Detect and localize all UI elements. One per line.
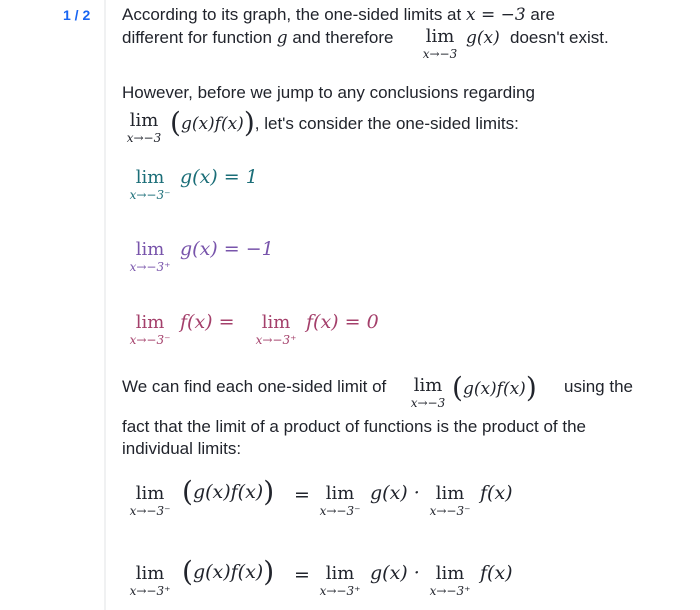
eq5-limit-f: lim x→−3⁺ (429, 563, 471, 598)
para2-line1: However, before we jump to any conclusions regarding (122, 83, 535, 102)
eq3-limit-left: lim x→−3⁻ (129, 312, 171, 347)
para2-text-b: , let's consider the one-sided limits: (254, 114, 519, 133)
eq4-product-expr: (g(x)f(x)) (182, 475, 275, 508)
eq3-limit-right: lim x→−3⁺ (255, 312, 297, 347)
para1-text-b: are (530, 5, 555, 24)
eq3-expr-left: f(x) = (180, 311, 235, 333)
para1-text-a: According to its graph, the one-sided limits at (122, 5, 462, 24)
eq4-limit-product: lim x→−3⁻ (129, 483, 171, 518)
x-equals-neg3: x = −3 (465, 5, 526, 25)
para3-line2: fact that the limit of a product of functions is the product of the (122, 417, 586, 436)
step-counter: 1 / 2 (63, 7, 91, 23)
para1-text-c: different for function (122, 28, 272, 47)
eq5-limit-product: lim x→−3⁺ (129, 563, 171, 598)
limit-g-expr: g(x) (466, 28, 500, 48)
eq5-limit-g: lim x→−3⁺ (319, 563, 361, 598)
limit-product-expr-2: (g(x)f(x)) (452, 371, 537, 404)
step-divider (104, 0, 106, 610)
eq1-limit: lim x→−3⁻ (129, 167, 171, 202)
eq5-g-expr: g(x) · (370, 562, 420, 584)
function-g: g (276, 28, 288, 48)
limit-product-two-sided-2: lim x→−3 (410, 375, 446, 410)
eq4-equals: = (294, 484, 310, 506)
para1-text-d: and therefore (292, 28, 394, 47)
para1-text-e: doesn't exist. (510, 28, 609, 47)
eq4-g-expr: g(x) · (370, 482, 420, 504)
para3-line3: individual limits: (122, 439, 242, 458)
limit-product-two-sided: lim x→−3 (126, 110, 162, 145)
eq2-expr: g(x) = −1 (180, 238, 274, 260)
eq4-limit-f: lim x→−3⁻ (429, 483, 471, 518)
para3-text-b: using the (564, 377, 633, 396)
para1-line2 (122, 27, 393, 49)
eq5-product-expr: (g(x)f(x)) (182, 555, 275, 588)
eq5-equals: = (294, 564, 310, 586)
para1-line1 (122, 4, 555, 26)
eq1-expr: g(x) = 1 (180, 166, 258, 188)
limit-product-expr: (g(x)f(x)), let's consider the one-sided limits: (170, 106, 519, 139)
eq5-f-expr: f(x) (480, 562, 513, 584)
limit-g-two-sided: lim x→−3 (422, 26, 458, 61)
eq4-limit-g: lim x→−3⁻ (319, 483, 361, 518)
para3-text-a: We can find each one-sided limit of (122, 377, 387, 396)
eq3-expr-right: f(x) = 0 (306, 311, 379, 333)
eq4-f-expr: f(x) (480, 482, 513, 504)
eq2-limit: lim x→−3⁺ (129, 239, 171, 274)
